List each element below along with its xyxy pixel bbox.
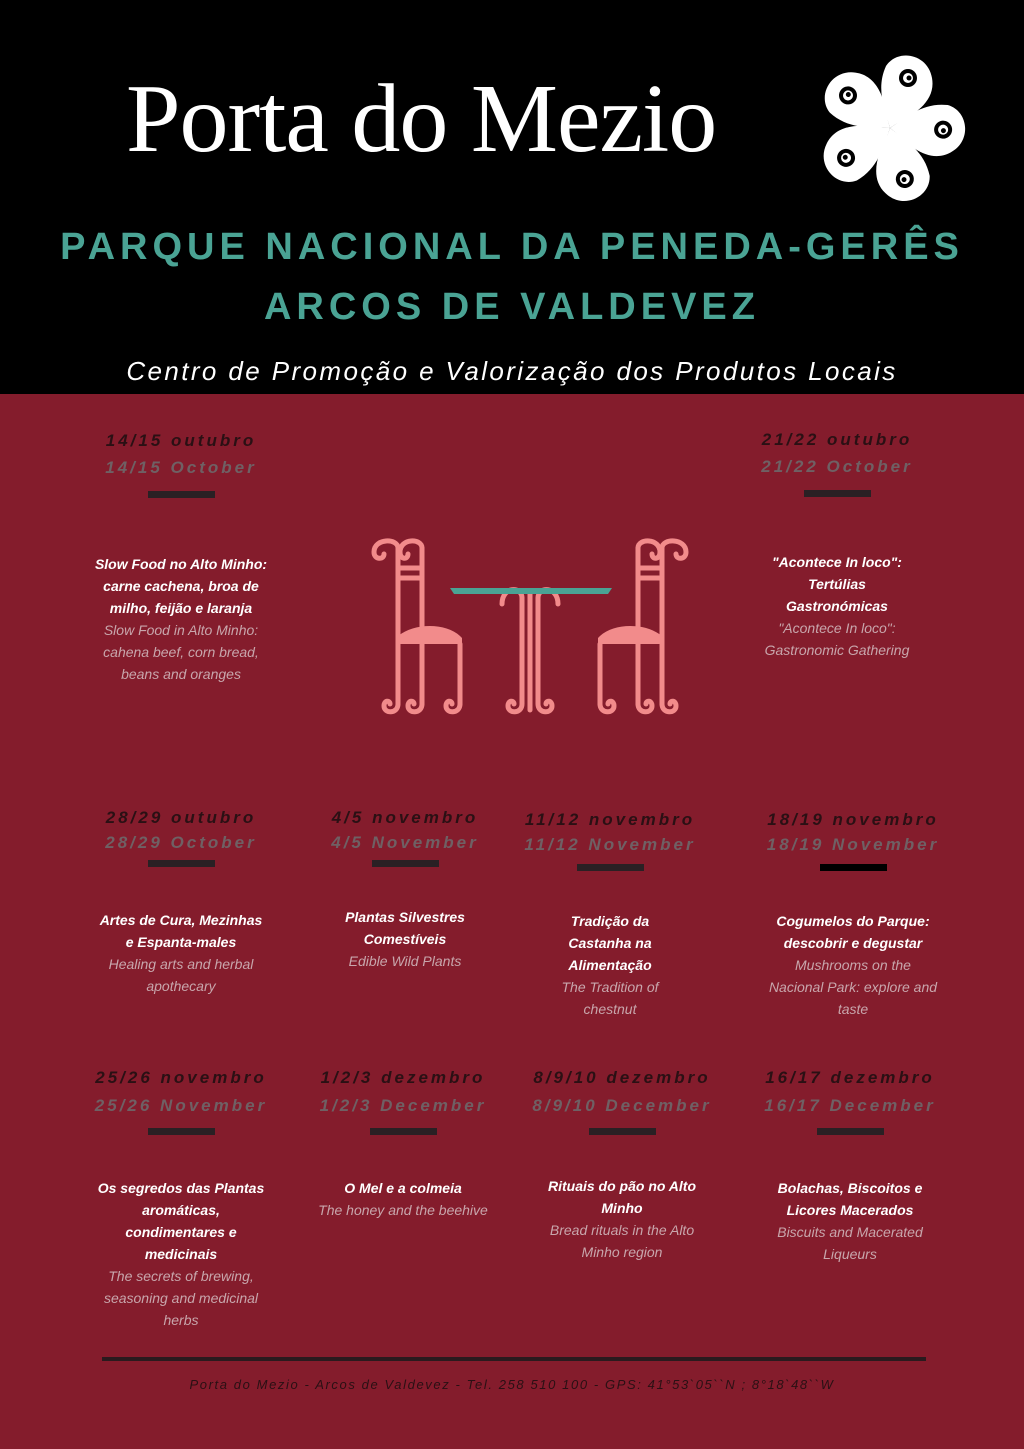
event-title-en: The honey and the beehive (318, 1202, 488, 1218)
event-title-pt: O Mel e a colmeia (344, 1180, 462, 1196)
divider-bar (804, 490, 871, 497)
divider-bar (148, 491, 215, 498)
divider-bar (148, 1128, 215, 1135)
event-card (502, 1064, 742, 1263)
event-date-en: 8/9/10 December (532, 1096, 712, 1115)
event-title-en: Bread rituals in the Alto Minho region (549, 1222, 695, 1260)
event-title-pt: Cogumelos do Parque: descobrir e degustar (776, 913, 930, 951)
municipality-name: ARCOS DE VALDEVEZ (263, 286, 760, 328)
event-date-en: 16/17 December (764, 1096, 936, 1115)
event-card (285, 804, 525, 972)
event-date-pt: 25/26 novembro (95, 1068, 267, 1087)
event-date-pt: 8/9/10 dezembro (533, 1068, 711, 1087)
divider-bar (589, 1128, 656, 1135)
event-date-en: 11/12 November (524, 835, 696, 854)
divider-bar (577, 864, 644, 871)
divider-bar (817, 1128, 884, 1135)
event-title-pt: Os segredos das Plantas aromáticas, condimentares e medicinais (97, 1180, 265, 1262)
event-title-en: Biscuits and Macerated Liqueurs (777, 1224, 923, 1262)
triskelion-spiral-logo-icon (810, 50, 970, 202)
event-card (717, 426, 957, 661)
event-title-pt: Plantas Silvestres Comestíveis (345, 909, 465, 947)
event-date-pt: 11/12 novembro (524, 810, 696, 829)
event-card (283, 1064, 523, 1221)
event-title-pt: Rituais do pão no Alto Minho (547, 1178, 697, 1216)
event-title-en: The secrets of brewing, seasoning and medicinal herbs (103, 1268, 259, 1328)
event-date-pt: 28/29 outubro (105, 808, 257, 827)
event-date-pt: 4/5 novembro (331, 808, 479, 827)
event-title-pt: Bolachas, Biscoitos e Licores Macerados (777, 1180, 923, 1218)
subtitle: Centro de Promoção e Valorização dos Produtos Locais (126, 356, 898, 386)
table-and-chairs-illustration-icon (362, 538, 698, 718)
event-title-en: "Acontece In loco": Gastronomic Gathering (764, 620, 910, 658)
event-title-pt: "Acontece In loco": Tertúlias Gastronómicas (772, 554, 902, 614)
event-date-en: 4/5 November (331, 833, 479, 852)
event-card (61, 427, 301, 685)
event-title-en: The Tradition of chestnut (561, 979, 659, 1017)
event-title-pt: Artes de Cura, Mezinhas e Espanta-males (99, 912, 263, 950)
event-date-en: 1/2/3 December (319, 1096, 487, 1115)
event-date-pt: 18/19 novembro (767, 810, 939, 829)
divider-bar (148, 860, 215, 867)
event-title-en: Mushrooms on the Nacional Park: explore and taste (768, 957, 938, 1017)
event-title-en: Edible Wild Plants (348, 953, 462, 969)
event-date-pt: 14/15 outubro (105, 431, 257, 450)
event-card (490, 806, 730, 1020)
event-date-pt: 21/22 outubro (761, 430, 913, 449)
footer-divider (102, 1357, 926, 1361)
event-date-en: 28/29 October (105, 833, 257, 852)
divider-bar (372, 860, 439, 867)
event-title-pt: Slow Food no Alto Minho: carne cachena, broa de milho, feijão e laranja (94, 556, 268, 616)
event-card (61, 804, 301, 997)
divider-bar (370, 1128, 437, 1135)
event-date-pt: 16/17 dezembro (765, 1068, 935, 1087)
table-top (450, 588, 612, 594)
brand-title: Porta do Mezio (126, 65, 717, 173)
event-card (730, 1064, 970, 1265)
footer-contact: Porta do Mezio - Arcos de Valdevez - Tel. 258 510 100 - GPS: 41°53`05``N ; 8°18`48``W (189, 1377, 835, 1392)
event-date-en: 25/26 November (94, 1096, 268, 1115)
event-card (733, 806, 973, 1020)
event-date-en: 18/19 November (766, 835, 940, 854)
park-name: PARQUE NACIONAL DA PENEDA-GERÊS (60, 226, 964, 268)
event-card (61, 1064, 301, 1331)
event-date-pt: 1/2/3 dezembro (320, 1068, 486, 1087)
event-title-en: Healing arts and herbal apothecary (108, 956, 254, 994)
event-title-en: Slow Food in Alto Minho: cahena beef, corn bread, beans and oranges (103, 622, 259, 682)
event-title-pt: Tradição da Castanha na Alimentação (568, 913, 652, 973)
header-banner (0, 0, 1024, 394)
divider-bar (820, 864, 887, 871)
event-date-en: 21/22 October (761, 457, 913, 476)
event-date-en: 14/15 October (105, 458, 257, 477)
